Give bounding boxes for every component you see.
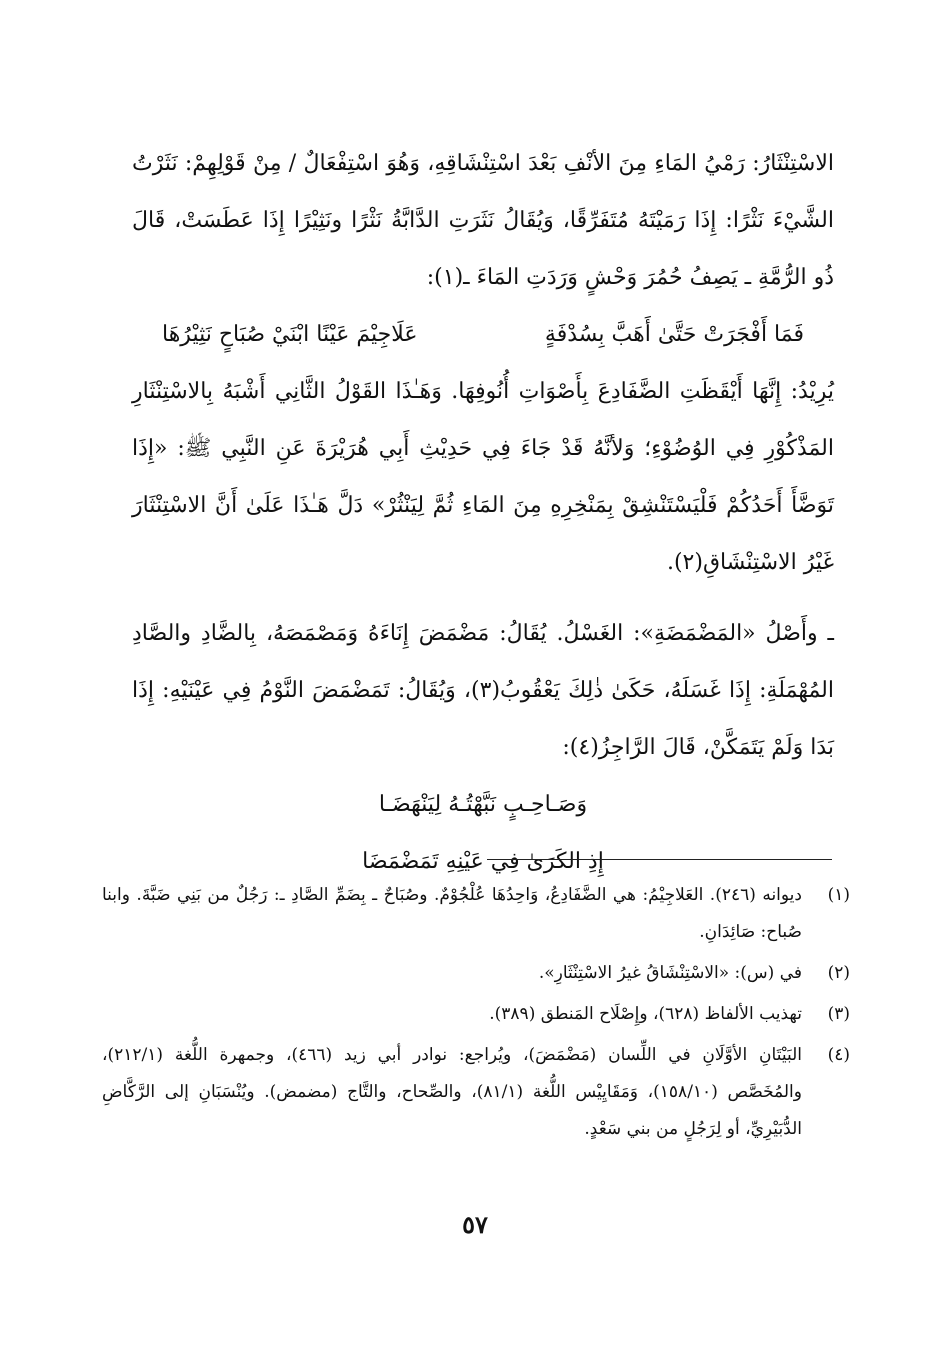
footnote-number: (٢) [827, 963, 850, 983]
footnote-number: (١) [827, 885, 850, 905]
rajaz-verse-line-2: إِذِ الكَرَىٰ فِي عَيْنِهِ تَمَضْمَضَا [362, 849, 604, 874]
rajaz-verse-line-1: وَصَـاحِـبٍ نَبَّهْتُـهُ لِيَنْهَضَـا [378, 792, 588, 817]
paragraph-istinthar: الاسْتِنْثَارُ: رَمْيُ المَاءِ مِنَ الأنْفِ بَعْدَ اسْتِنْشَاقِهِ، وَهُوَ اسْتِفْعَالٌ / مِنْ قَوْلِهِمْ: نَثَرْتُ الشَّيْءَ نَثْرًا: إِذَا رَمَيْتَهُ مُتَفَرِّقًا، وَيُقَالُ نَثَرَتِ الدَّابَّةُ نَثْرًا ونَثِيْرًا إِذَا عَطَسَتْ، قَالَ ذُو الرُّمَّةِ ـ يَصِفُ حُمُرَ وَحْشٍ وَرَدَتِ المَاءَ ـ(١): [132, 151, 834, 290]
footnote-number: (٣) [827, 1004, 850, 1024]
paragraph-madmada: ـ وأَصْلُ «المَضْمَضَةِ»: الغَسْلُ. يُقَالُ: مَضْمَضَ إِنَاءَهُ وَمَصْمَصَهُ، بِالضَّادِ والصَّادِ المُهْمَلَةِ: إِذَا غَسَلَهُ، حَكَىٰ ذٰلِكَ يَعْقُوبُ(٣)، وَيُقَالُ: تَمَضْمَضَ النَّوْمُ فِي عَيْنَيْهِ: إِذَا بَدَا وَلَمْ يَتَمَكَّنْ، قَالَ الرَّاجِزُ(٤): [132, 621, 834, 760]
footnote-2 [102, 955, 850, 992]
footnote-number: (٤) [827, 1045, 850, 1065]
footnote-text: في (س): «الاسْتِنْشَاقُ غيرُ الاسْتِنْثَارِ». [538, 963, 802, 983]
footnote-separator [487, 859, 832, 860]
footnote-text: البَيْتَانِ الأوَّلَانِ في اللِّسان (مَضْمَضَ)، ويُراجع: نوادر أبي زيد (٤٦٦)، وجمهرة اللُّغة (٢١٢/١)، والمُخَصَّص (١٥٨/١٠)، وَمَقَايِيْس اللُّغة (٨١/١)، والصِّحاح، والتَّاج (مضمض). ويُنْسَبَانِ إلى الرَّكَّاضِ الدُّبَيْرِيِّ، أو لِرَجُلٍ من بني سَعْدٍ. [102, 1045, 802, 1139]
verse-dhu-alrumma [132, 306, 834, 363]
verse-second-hemistich: عَلَاجِيْمَ عَيْنًا ابْنَيْ صُبَاحٍ نَثِيْرُهَا [162, 322, 418, 347]
page-number: ٥٧ [462, 1210, 488, 1239]
verse-first-hemistich: فَمَا أَفْجَرَتْ حَتَّىٰ أَهَبَّ بِسُدْفَةٍ [544, 322, 804, 347]
footnote-text: تهذيب الألفاظ (٦٢٨)، وإِصْلَاح المَنطق (٣٨٩). [489, 1004, 802, 1024]
footnotes [102, 877, 850, 1152]
footnote-1 [102, 877, 850, 951]
footnote-4 [102, 1037, 850, 1148]
main-text [132, 135, 834, 890]
footnote-3 [102, 996, 850, 1033]
paragraph-hadith: يُرِيْدُ: إِنَّهَا أَيْقَظَتِ الضَّفَادِعَ بِأَصْوَاتِ أُنُوفِهَا. وَهَـٰذَا القَوْلُ الثَّانِي أَشْبَهُ بِالاسْتِنْثَارِ المَذْكُوْرِ فِي الوُضُوْءِ؛ وَلأنَّهُ قَدْ جَاءَ فِي حَدِيْثِ أَبِي هُرَيْرَةَ عَنِ النَّبِي ﷺ: «إِذَا تَوَضَّأَ أَحَدُكُمْ فَلْيَسْتَنْشِقْ بِمَنْخِرِهِ مِنَ المَاءِ ثُمَّ لِيَنْثُرْ» دَلَّ هَـٰذَا عَلَىٰ أَنَّ الاسْتِنْثَارَ غَيْرُ الاسْتِنْشَاقِ(٢). [132, 379, 834, 575]
footnote-text: ديوانه (٢٤٦). العَلاجِيْمُ: هي الضَّفَادِعُ، وَاحِدُهَا عُلْجُوْمٌ. وصُبَاحٌ ـ بِضَمِّ الصَّادِ ـ: رَجُلٌ من بَنِي ضَبَّةَ. وابنا صُباح: صَائِدَانِ. [102, 885, 802, 942]
